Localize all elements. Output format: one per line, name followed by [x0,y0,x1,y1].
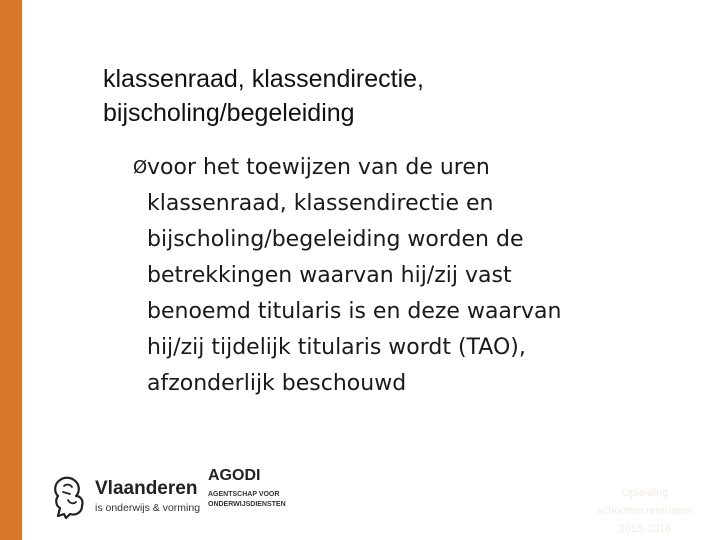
vlaanderen-logo-name: Vlaanderen [95,478,198,499]
bullet-line: betrekkingen waarvan hij/zij vast [147,263,512,288]
title-line: klassenraad, klassendirectie, [103,65,424,93]
agodi-subtitle-line: AGENTSCHAP VOOR [208,491,280,498]
arrow-bullet-icon: Ø [133,157,148,178]
footer-line: Opleiding [621,487,669,499]
agodi-logo-name: AGODI [208,467,261,484]
flemish-lion-icon [50,474,88,522]
footer-line: schoolsecretariaten [597,505,693,517]
bullet-line: klassenraad, klassendirectie en [147,191,494,216]
bullet-line: hij/zij tijdelijk titularis wordt (TAO), [147,335,526,360]
bullet-item [133,150,673,402]
bullet-line: voor het toewijzen van de uren [147,155,490,180]
bullet-line: benoemd titularis is en deze waarvan [147,299,562,324]
agodi-subtitle-line: ONDERWIJSDIENSTEN [208,501,286,508]
accent-bar [0,0,22,540]
footer-line: 2015-2016 [618,523,672,535]
bullet-line: bijscholing/begeleiding worden de [147,227,524,252]
slide-title [103,62,663,130]
vlaanderen-logo-subtitle: is onderwijs & vorming [95,502,201,514]
bullet-text [147,150,673,402]
agodi-logo-subtitle [208,490,286,510]
footer-note [570,484,720,538]
title-line: bijscholing/begeleiding [103,99,355,127]
bullet-line: afzonderlijk beschouwd [147,371,407,396]
